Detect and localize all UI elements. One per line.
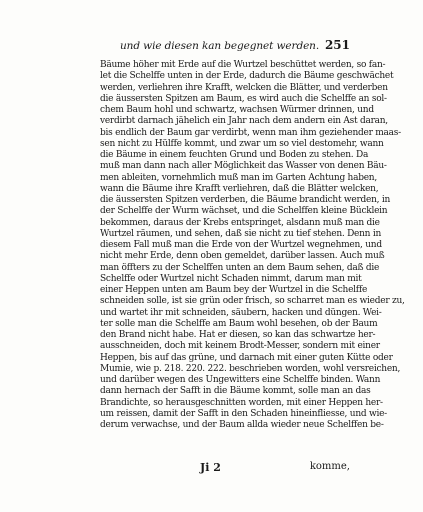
- text-line: diesem Fall muß man die Erde von der Wurtzel wegnehmen, und: [100, 240, 382, 250]
- text-line: verdirbt darnach jähelich ein Jahr nach dem andern ein Ast daran,: [100, 116, 388, 127]
- text-line: ausschneiden, doch mit keinem Brodt-Messer, sondern mit einer: [100, 341, 380, 352]
- text-line: bis endlich der Baum gar verdirbt, wenn man ihm geziehender maas-: [100, 127, 401, 138]
- running-head: und wie diesen kan begegnet werden.: [120, 40, 320, 52]
- text-line: die äussersten Spitzen am Baum, es wird auch die Schelffe an sol-: [100, 93, 387, 104]
- text-line: Brandichte, so herausgeschnitten worden, mit einer Heppen her-: [100, 397, 383, 408]
- text-line: muß man dann nach aller Möglichkeit das Wasser von denen Bäu-: [100, 161, 387, 172]
- text-line: um reissen, damit der Safft in den Schaden hineinfliesse, und wie-: [100, 408, 387, 419]
- body-text: [100, 60, 405, 431]
- text-line: sen nicht zu Hülffe kommt, und zwar um so viel destomehr, wann: [100, 138, 384, 149]
- text-line: Heppen, bis auf das grüne, und darnach mit einer guten Kütte oder: [100, 352, 393, 363]
- text-line: dann hernach der Safft in die Bäume kommt, solle man an das: [100, 386, 371, 397]
- page-footer: [200, 461, 350, 475]
- catchword: komme,: [309, 461, 350, 472]
- text-line: bekommen, daraus der Krebs entspringet, alsdann muß man die: [100, 217, 380, 228]
- text-line: der Schelffe der Wurm wächset, und die Schelffen kleine Bücklein: [100, 206, 388, 217]
- text-line: man öffters zu der Schelffen unten an dem Baum sehen, daß die: [100, 262, 380, 273]
- text-line: die Bäume in einem feuchten Grund und Boden zu stehen. Da: [100, 150, 369, 160]
- text-line: die äussersten Spitzen verderben, die Bäume brandicht werden, in: [100, 195, 391, 205]
- text-line: wann die Bäume ihre Krafft verliehren, daß die Blätter welcken,: [100, 183, 379, 194]
- text-line: nicht mehr Erde, denn oben gemeldet, darüber lassen. Auch muß: [100, 251, 385, 262]
- text-line: Mumie, wie p. 218. 220. 222. beschrieben worden, wohl versreichen,: [100, 363, 401, 374]
- text-line: Schelffe oder Wurtzel nicht Schaden nimmt, darum man mit: [100, 273, 362, 284]
- text-line: werden, verliehren ihre Krafft, welcken die Blätter, und verderben: [100, 82, 388, 93]
- text-line: chem Baum hohl und schwartz, wachsen Würmer drinnen, und: [100, 105, 374, 115]
- text-line: let die Schelffe unten in der Erde, dadurch die Bäume geschwächet: [100, 71, 394, 82]
- page-header: [120, 38, 350, 56]
- text-line: und wartet ihr mit schneiden, säubern, hacken und düngen. Wei-: [100, 307, 382, 318]
- signature-mark: Ji 2: [200, 461, 221, 474]
- text-line: men ableiten, vornehmlich muß man im Garten Achtung haben,: [100, 172, 377, 183]
- text-line: derum verwachse, und der Baum allda wieder neue Schelffen be-: [100, 420, 384, 430]
- text-line: Bäume höher mit Erde auf die Wurtzel beschüttet werden, so fan-: [100, 60, 386, 70]
- text-line: ter solle man die Schelffe am Baum wohl besehen, ob der Baum: [100, 318, 378, 329]
- text-line: Wurtzel räumen, und sehen, daß sie nicht zu tief stehen. Denn in: [100, 228, 382, 239]
- text-line: schneiden solle, ist sie grün oder frisch, so scharret man es wieder zu,: [100, 296, 405, 307]
- text-line: und darüber wegen des Ungewitters eine Schelffe binden. Wann: [100, 375, 381, 385]
- page-number: 251: [324, 38, 350, 52]
- text-line: einer Heppen unten am Baum bey der Wurtzel in die Schelffe: [100, 285, 368, 295]
- text-line: den Brand nicht habe. Hat er diesen, so kan das schwartze her-: [100, 330, 376, 340]
